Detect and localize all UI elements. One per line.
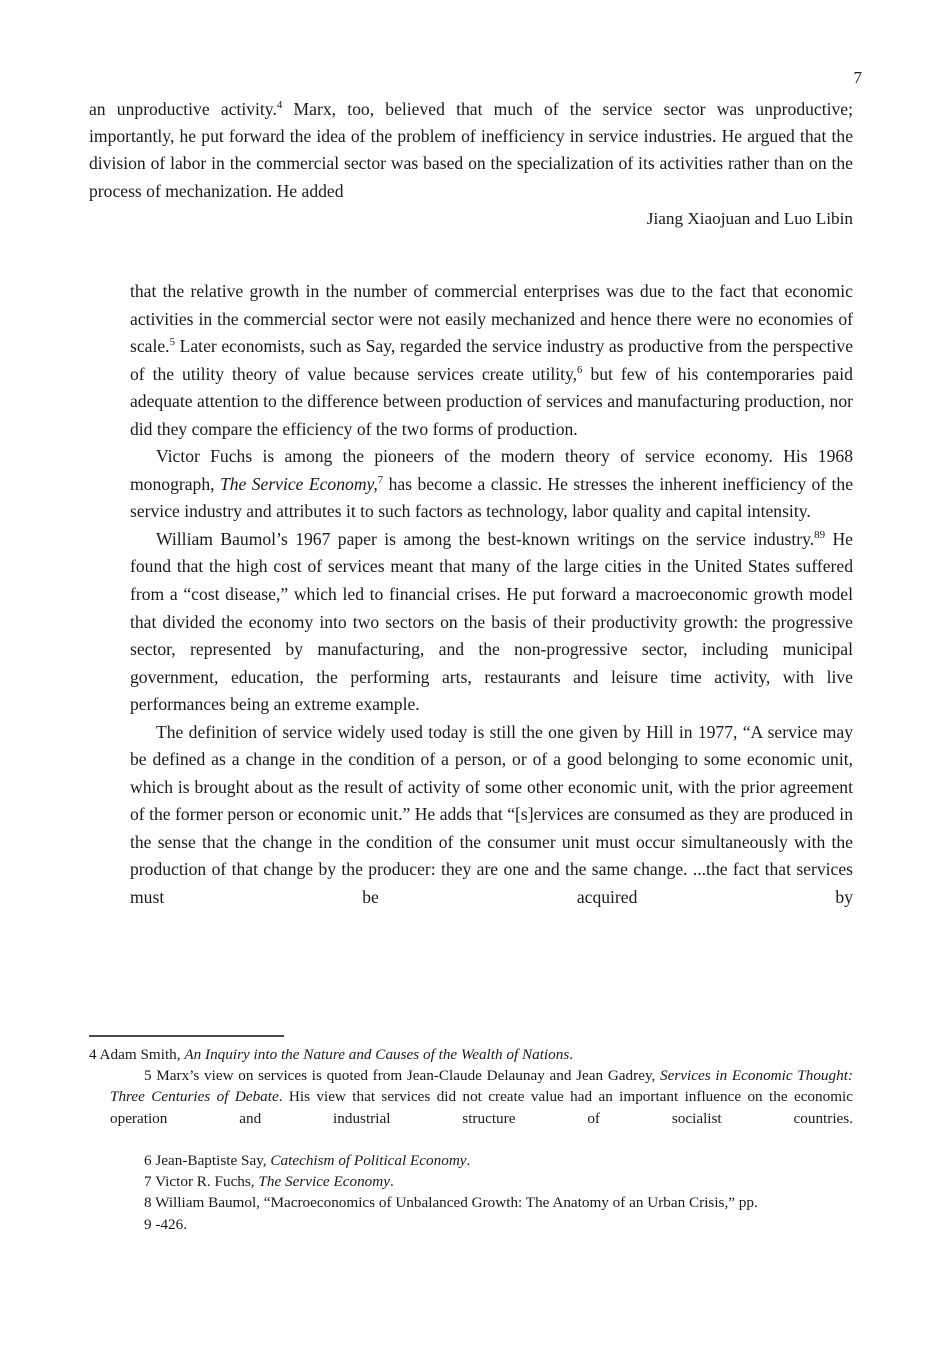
footnote-marker-89: 89 xyxy=(814,529,826,542)
footnote-4-part-a: 4 Adam Smith, xyxy=(89,1046,185,1063)
book-title-service-economy: The Service Economy, xyxy=(219,473,378,494)
footnote-7-part-a: 7 Victor R. Fuchs, xyxy=(144,1173,259,1191)
footnote-6-title: Catechism of Political Economy xyxy=(270,1152,467,1170)
footnote-6-part-b: . xyxy=(466,1152,471,1170)
body-paragraph-3 xyxy=(130,526,853,719)
footnotes-section xyxy=(89,1044,853,1235)
top-paragraph xyxy=(89,96,853,205)
footnote-6 xyxy=(144,1150,853,1171)
footnote-7-title: The Service Economy xyxy=(258,1173,390,1191)
footnote-9: 9 -426. xyxy=(144,1215,188,1233)
body-p2-part-a: Victor Fuchs is among the pioneers of the modern theory of service economy. His 1968 monograph, xyxy=(130,446,853,494)
body-p2-part-b: has become a classic. He stresses the inherent inefficiency of the service industry and attributes it to such factors as technology, labor quality and capital intensity. xyxy=(130,473,854,522)
body-paragraph-1 xyxy=(130,278,853,443)
footnote-4-part-b: . xyxy=(569,1046,574,1063)
body-p3-part-b: He found that the high cost of services meant that many of the large cities in the United States suffered from a “cost disease,” which led to financial crises. He put forward a macroeconomic growth model that divided the economy into two sectors on the basis of their productivity growth: the progressive sector, represented by manufacturing, and the non-progressive sector, including municipal government, education, the performing arts, restaurants and leisure time activity, with live performances being an extreme example. xyxy=(130,528,853,715)
footnote-6-part-a: 6 Jean-Baptiste Say, xyxy=(144,1152,271,1170)
footnote-4-title: An Inquiry into the Nature and Causes of the Wealth of Nations xyxy=(184,1046,570,1063)
running-author: Jiang Xiaojuan and Luo Libin xyxy=(646,209,853,228)
footnote-marker-7: 7 xyxy=(377,473,384,486)
body-paragraph-2 xyxy=(130,443,853,526)
top-paragraph-text-after-note: Marx, too, believed that much of the service sector was unproductive; importantly, he put forward the idea of the problem of inefficiency in service industries. He argued that the division of labor in the commercial sector was based on the specialization of its activities rather than on the process of mechanization. He added xyxy=(89,99,853,201)
top-text-block xyxy=(89,96,853,205)
footnote-5-part-a: 5 Marx’s view on services is quoted from Jean-Claude Delaunay and Jean Gadrey, xyxy=(144,1067,661,1085)
footnote-marker-6: 6 xyxy=(577,363,583,376)
body-p1-part-a: that the relative growth in the number of commercial enterprises was due to the fact that economic activities in the commercial sector were not easily mechanized and hence there were no economies of scale. xyxy=(130,281,853,357)
page-number: 7 xyxy=(853,68,862,87)
body-p3-part-a: William Baumol’s 1967 paper is among the best-known writings on the service industry. xyxy=(156,528,815,549)
footnote-marker-5: 5 xyxy=(169,336,176,349)
body-p1-part-c: but few of his contemporaries paid adequate attention to the difference between production of services and manufacturing production, nor did they compare the efficiency of the two forms of production. xyxy=(130,363,853,439)
footnote-5 xyxy=(110,1065,853,1150)
footnote-7 xyxy=(144,1171,853,1192)
body-paragraph-4 xyxy=(130,719,853,939)
footnote-4 xyxy=(89,1044,853,1065)
footnote-5-title: Services in Economic Thought: Three Centuries of Debate xyxy=(110,1067,853,1106)
footnote-7-part-b: . xyxy=(389,1173,394,1191)
footnote-separator-rule xyxy=(89,1035,284,1037)
footnote-8: 8 William Baumol, “Macroeconomics of Unbalanced Growth: The Anatomy of an Urban Crisis,” pp. xyxy=(144,1194,758,1212)
main-text-block xyxy=(130,278,853,939)
top-paragraph-text-before-note: an unproductive activity. xyxy=(89,99,277,119)
body-p1-part-b: Later economists, such as Say, regarded the service industry as productive from the perspective of the utility theory of value because services create utility, xyxy=(130,336,853,384)
footnote-marker-4: 4 xyxy=(276,99,283,112)
body-p4-text: The definition of service widely used today is still the one given by Hill in 1977, “A service may be defined as a change in the condition of a person, or of a good belonging to some economic unit, which is brought about as the result of activity of some other economic unit, with the prior agreement of the former person or economic unit.” He adds that “[s]ervices are consumed as they are produced in the sense that the change in the condition of the consumer unit must occur simultaneously with the production of that change by the producer: they are one and the same change. ...the fact that services must be acquired by xyxy=(130,721,853,908)
footnote-5-part-b: . His view that services did not create value had an important influence on the economic operation and industrial structure of socialist countries. xyxy=(110,1088,853,1127)
